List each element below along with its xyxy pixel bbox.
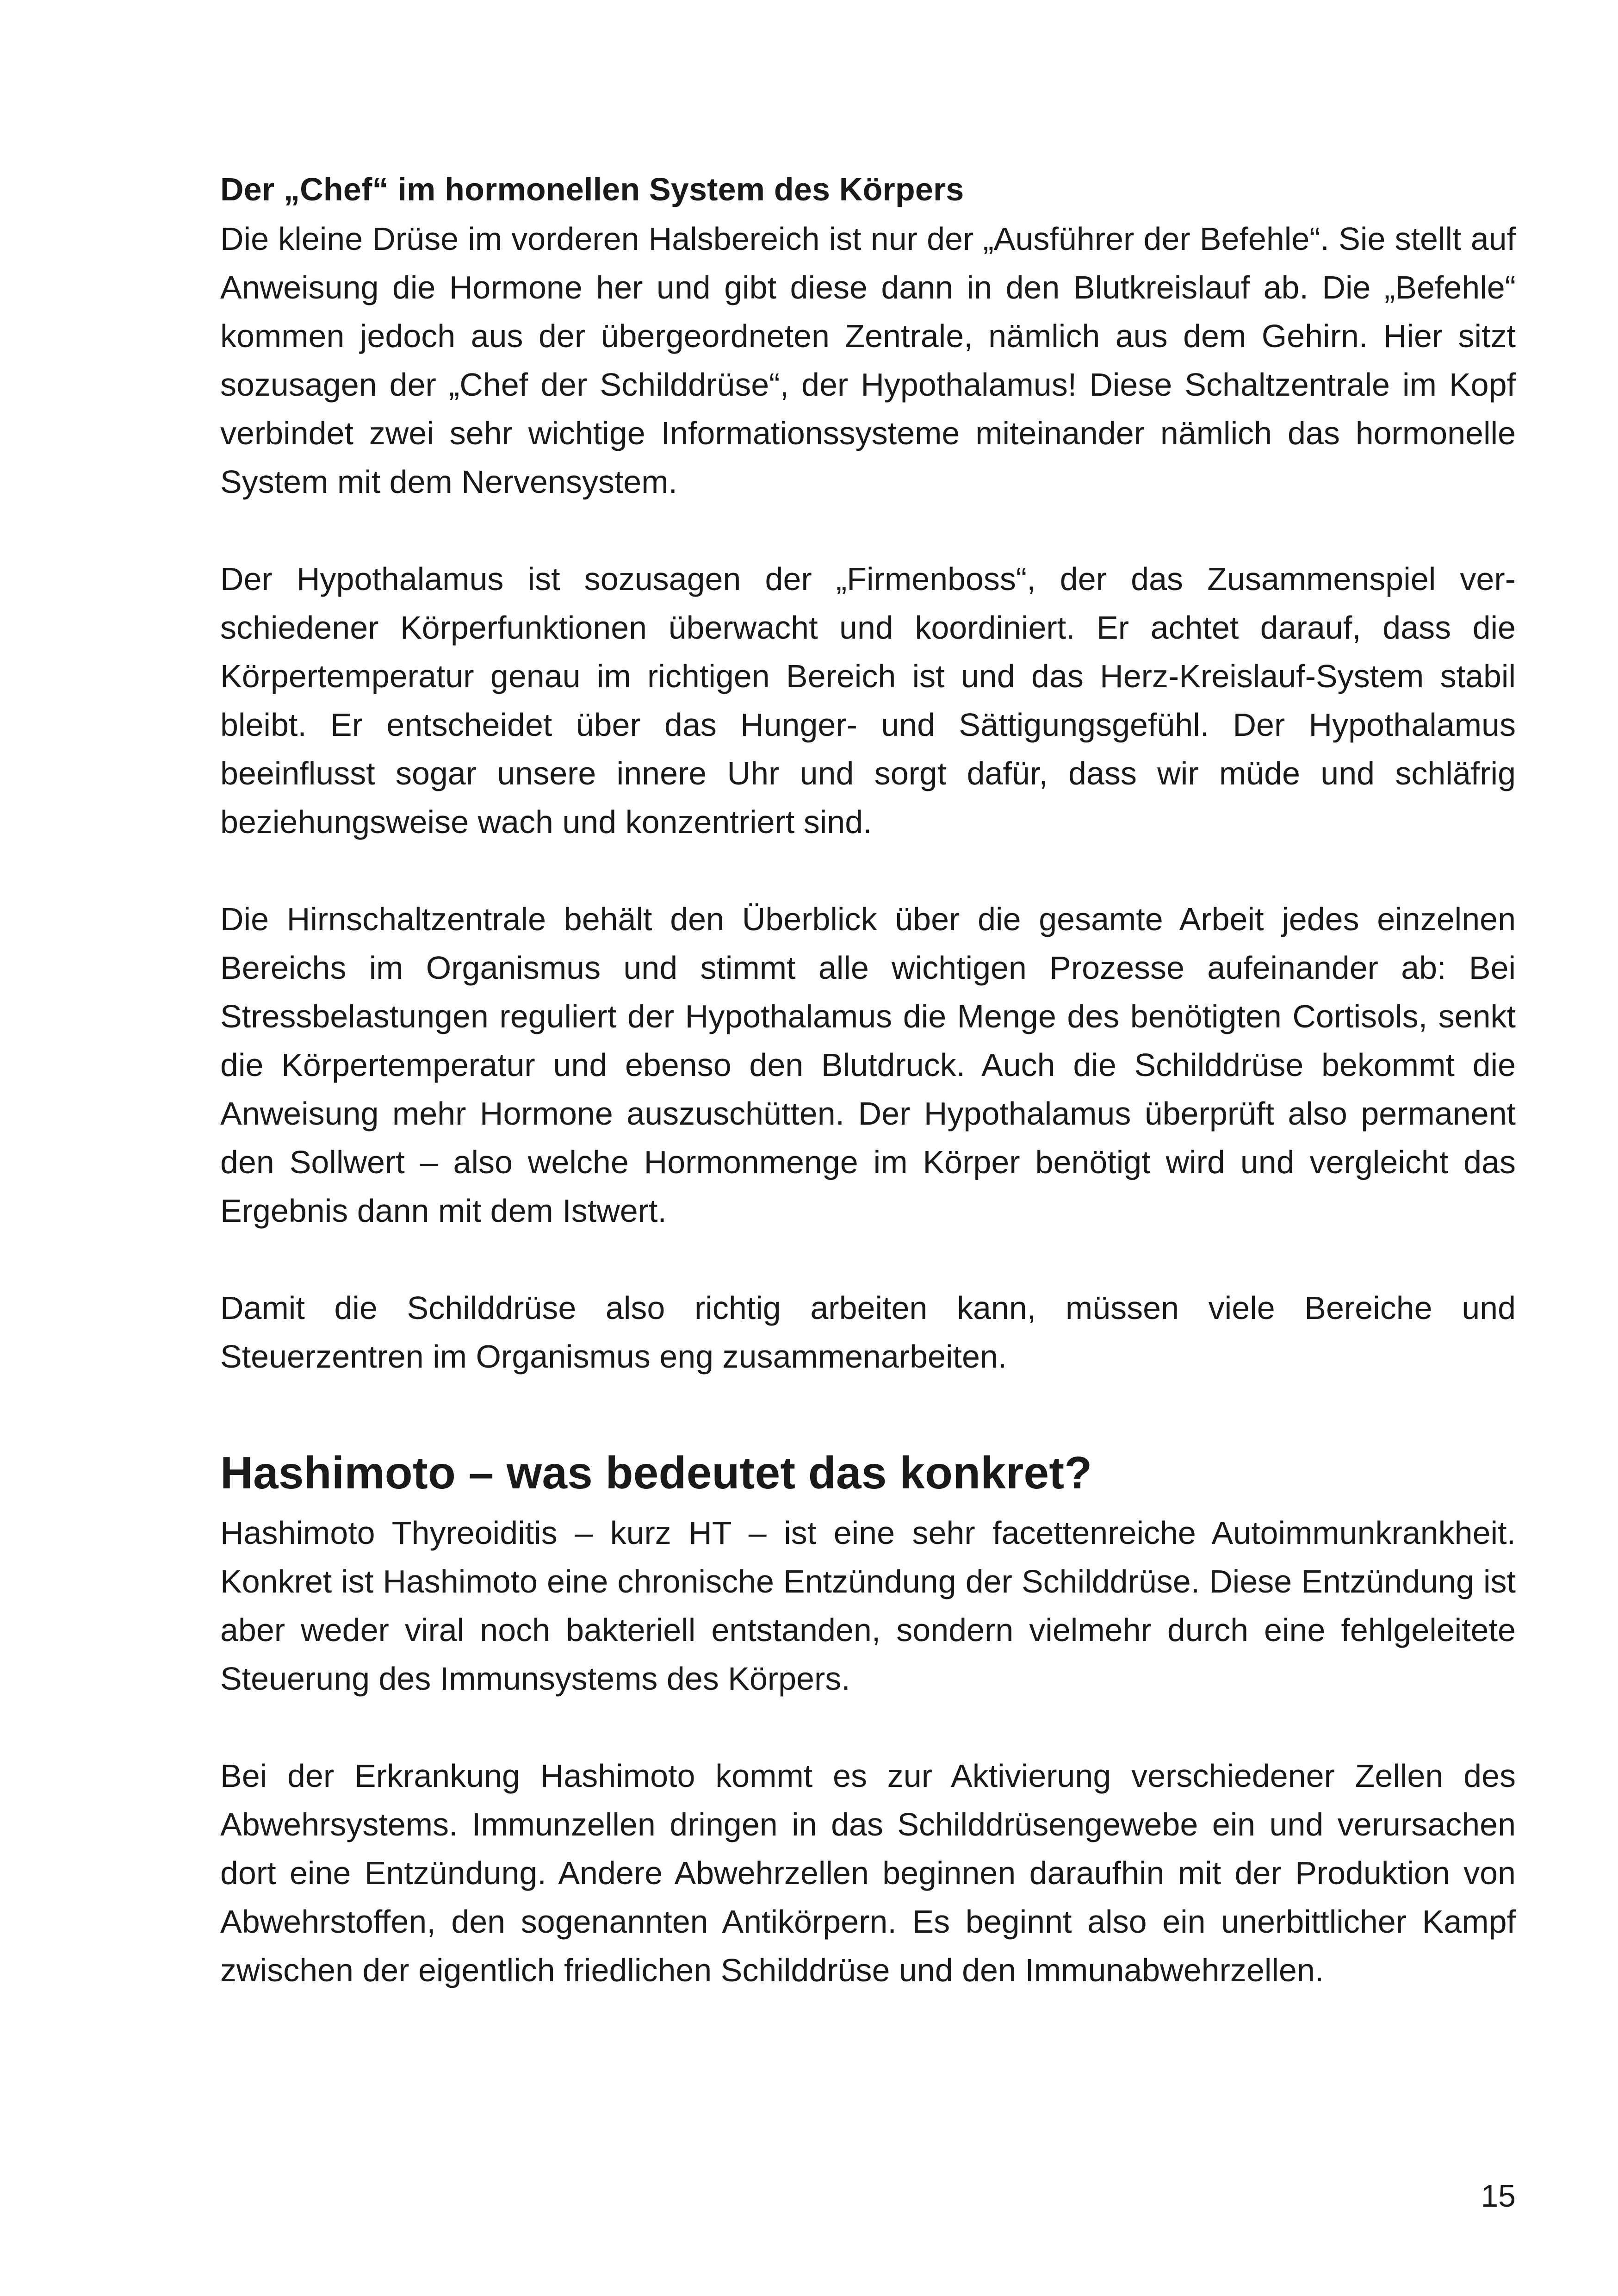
paragraph-zusammenarbeit: Damit die Schilddrüse also richtig arbeiten kann, müssen viele Bereiche und Steuerzentren im Organismus eng zusammenarbeiten. <box>220 1290 1516 1375</box>
paragraph-hirnschaltzentrale: Die Hirnschaltzentrale behält den Überblick über die gesamte Arbeit jedes einzelnen Bereichs im Organismus und stimmt alle wichtigen Prozesse aufeinander ab: Bei Stressbelastungen reguliert der Hypothalamus die Menge des benötigten Cortisols, senkt die Körpertemperatur und ebenso den Blutdruck. Auch die Schilddrüse bekommt die Anweisung mehr Hormone auszuschütten. Der Hypothalamus überprüft also permanent den Sollwert – also welche Hormonmenge im Körper benötigt wird und vergleicht das Ergebnis dann mit dem Istwert. <box>220 901 1516 1229</box>
paragraph-firmenboss: Der Hypothalamus ist sozusagen der „Firmenboss“, der das Zusammenspiel verschiedener Körperfunktionen überwacht und koordiniert. Er achtet darauf, dass die Körpertemperatur genau im richtigen Bereich ist und das Herz-Kreislauf-System stabil bleibt. Er entscheidet über das Hunger- und Sättigungsgefühl. Der Hypothalamus beeinflusst sogar unsere innere Uhr und sorgt dafür, dass wir müde und schläfrig beziehungsweise wach und konzentriert sind. <box>220 561 1516 840</box>
paragraph-chef-intro: Die kleine Drüse im vorderen Halsbereich ist nur der „Ausführer der Befehle“. Sie stellt auf Anweisung die Hormone her und gibt diese dann in den Blutkreislauf ab. Die „Befehle“ kommen jedoch aus der übergeordneten Zentrale, nämlich aus dem Gehirn. Hier sitzt sozusagen der „Chef der Schilddrüse“, der Hypothalamus! Diese Schaltzentrale im Kopf verbindet zwei sehr wichtige Informationssysteme miteinander nämlich das hormonelle System mit dem Nervensystem. <box>220 221 1516 500</box>
page-content <box>220 166 1516 1995</box>
section-heading-hashimoto: Hashimoto – was bedeutet das konkret? <box>220 1447 1092 1498</box>
section-heading-chef: Der „Chef“ im hormonellen System des Körpers <box>220 171 964 207</box>
paragraph-hashimoto-abwehr: Bei der Erkrankung Hashimoto kommt es zur Aktivierung verschiedener Zellen des Abwehrsystems. Immunzellen dringen in das Schilddrüsengewebe ein und verursachen dort eine Entzündung. Andere Abwehrzellen beginnen daraufhin mit der Produktion von Abwehrstoffen, den sogenannten Antikörpern. Es beginnt also ein unerbittlicher Kampf zwischen der eigentlich friedlichen Schilddrüse und den Immunabwehrzellen. <box>220 1758 1516 1988</box>
paragraph-hashimoto-definition: Hashimoto Thyreoiditis – kurz HT – ist eine sehr facettenreiche Autoimmunkrankheit. Konkret ist Hashimoto eine chronische Entzündung der Schilddrüse. Diese Entzündung ist aber weder viral noch bakteriell entstanden, sondern vielmehr durch eine fehlgeleitete Steuerung des Immunsystems des Körpers. <box>220 1515 1516 1697</box>
page-number: 15 <box>1481 2178 1516 2214</box>
